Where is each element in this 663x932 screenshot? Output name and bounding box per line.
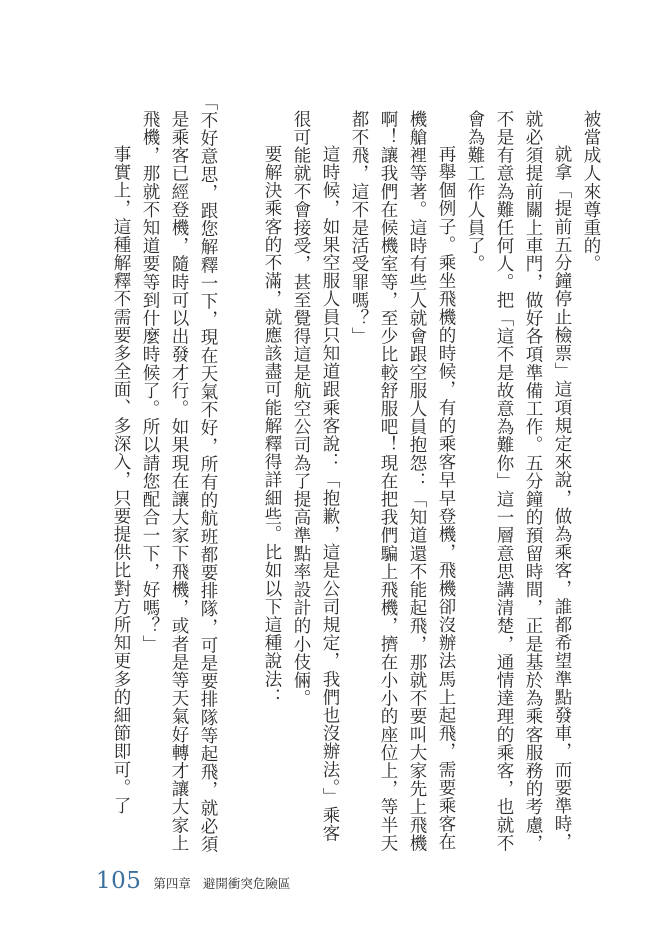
paragraph: 事實上，這種解釋不需要多全面、多深入，只要提供比對方所知更多的細節即可。了: [111, 145, 131, 815]
paragraph: 要解決乘客的不滿，就應該盡可能解釋得詳細些。比如以下這種說法：: [262, 145, 282, 707]
page-number: 105: [96, 868, 142, 894]
paragraph: 這時候，如果空服人員只知道跟乘客說：「抱歉，這是公司規定，我們也沒辦法。」乘客很可能就不會接受，甚至覺得這是航空公司為了提高準點率設計的小伎倆。: [291, 110, 340, 843]
quoted-paragraph: 「不好意思，跟您解釋一下，現在天氣不好，所有的航班都要排隊，可是要排隊等起飛，就必須是乘客已經登機，隨時可以出發才行。如果現在讓大家下飛機，或者是等天氣好轉才讓大家上飛機，那就不知道要等到什麼時候了。所以請您配合一下，好嗎？」: [140, 92, 218, 853]
page-footer: [96, 868, 290, 898]
chapter-label: 第四章: [153, 876, 191, 891]
chapter-title: 避開衝突危險區: [202, 876, 291, 891]
vertical-text-body: [65, 92, 605, 858]
paragraph: 再舉個例子。乘坐飛機的時候，有的乘客早早登機，飛機卻沒辦法馬上起飛，需要乘客在機艙裡等著。這時有些人就會跟空服人員抱怨：「知道還不能起飛，那就不要叫大家先上飛機啊！讓我們在候機室等，至少比較舒服吧！現在把我們騙上飛機，擠在小小的座位上，等半天都不飛，這不是活受罪嗎？」: [349, 110, 456, 853]
paragraph: 就拿「提前五分鐘停止檢票」這項規定來說，做為乘客，誰都希望準點發車，而要準時，就必須提前關上車門，做好各項準備工作。五分鐘的預留時間，正是基於為乘客服務的考慮，不是有意為難任何人。把「這不是故意為難你」這一層意思講清楚，通情達理的乘客，也就不會為難工作人員了。: [465, 110, 572, 853]
paragraph-continuation: 被當成人來尊重的。: [581, 110, 601, 273]
